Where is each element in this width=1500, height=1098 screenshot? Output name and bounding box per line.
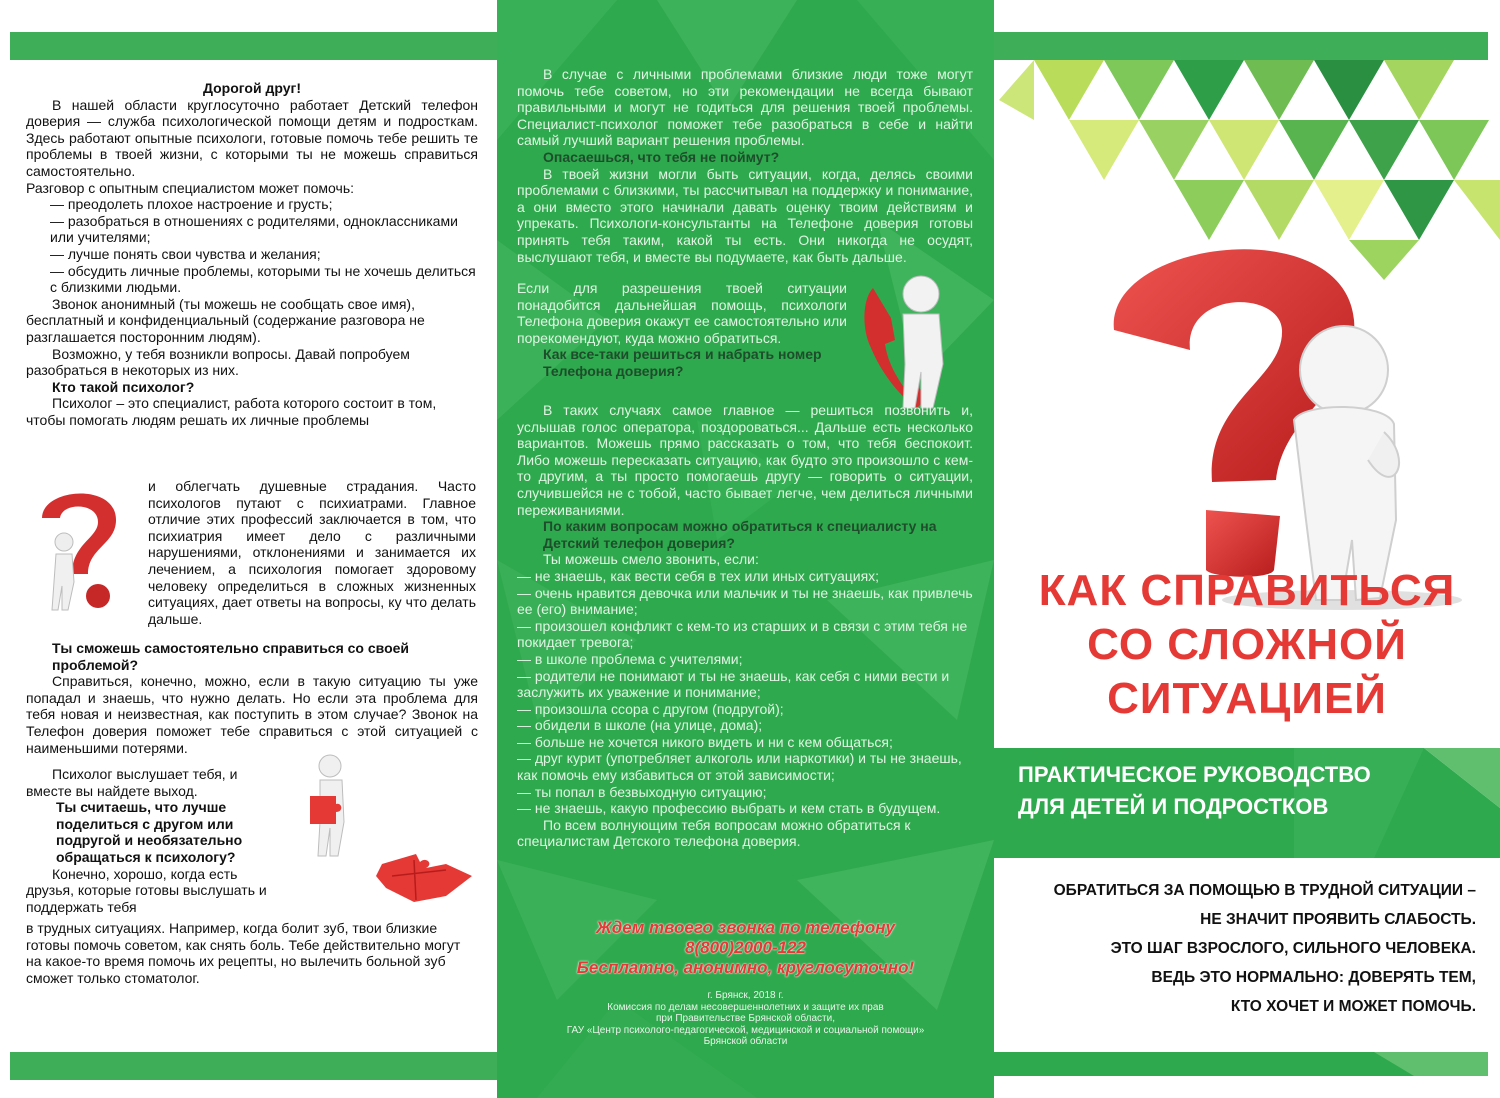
slogan-line: КТО ХОЧЕТ И МОЖЕТ ПОМОЧЬ.: [1230, 998, 1476, 1015]
questions-paragraph: Возможно, у тебя возникли вопросы. Давай попробуем разобраться в некоторых из них.: [26, 345, 410, 379]
slogan-line: ВЕДЬ ЭТО НОРМАЛЬНО: ДОВЕРЯТЬ ТЕМ,: [1151, 969, 1476, 986]
slogan-line: ЭТО ШАГ ВЗРОСЛОГО, СИЛЬНОГО ЧЕЛОВЕКА.: [1110, 940, 1476, 957]
call-line-1: Ждем твоего звонка по телефону: [596, 918, 895, 937]
mid-paragraph-1: В случае с личными проблемами близкие люди тоже могут помочь тебе советом, но эти рекомендации не всегда бывают правильными и могут не годиться для решения твоей проблемы. Специалист-психолог поможет тебе разобраться в себе и найти самый лучший вариант решения проблемы.: [517, 66, 973, 149]
middle-text-top: [517, 66, 973, 265]
subtitle-line-2: ДЛЯ ДЕТЕЙ И ПОДРОСТКОВ: [1018, 794, 1329, 819]
mid-list-item: — не знаешь, какую профессию выбрать и кем стать в будущем.: [517, 800, 941, 817]
talk-item: — обсудить личные проблемы, которыми ты не хочешь делиться с близкими людьми.: [50, 262, 476, 296]
footer-line: ГАУ «Центр психолого-педагогической, медицинской и социальной помощи»: [566, 1024, 925, 1036]
mid-list-item: — произошла ссора с другом (подругой);: [517, 700, 784, 717]
q1-heading: Кто такой психолог?: [52, 378, 195, 395]
slogan-line: ОБРАТИТЬСЯ ЗА ПОМОЩЬЮ В ТРУДНОЙ СИТУАЦИИ –: [1053, 882, 1476, 899]
phone-number[interactable]: 8(800)2000-122: [685, 938, 806, 957]
q3-text-b: в трудных ситуациях. Например, когда болит зуб, твои близкие готовы помочь советом, как снять боль. Тебе действительно могут на какое-то время помочь их рецепты, но вылечить больной зуб сможет только стоматолог.: [26, 920, 461, 986]
mid-list-item: — ты попал в безвыходную ситуацию;: [517, 783, 767, 800]
title-line-2: СО СЛОЖНОЙ: [1087, 620, 1407, 669]
left-panel: [0, 0, 497, 1098]
green-strip-top: [10, 32, 497, 60]
q2-text-b: Психолог выслушает тебя, и вместе вы найдете выход.: [26, 766, 238, 799]
middle-wrap-block: [517, 280, 847, 380]
mid-paragraph-3: В таких случаях самое главное — решиться позвонить и, услышав голос оператора, поздороваться... Дальше есть несколько вариантов. Можешь прямо рассказать о том, что тебя беспокоит. Либо можешь пересказать ситуацию, как будто это произошло с кем-то другим, а ты просто помогаешь другу — говорить о ситуации, случившейся не с тобой, часто бывает легче, чем делиться личными переживаниями.: [517, 402, 973, 518]
green-strip-top: [994, 32, 1488, 60]
mid-paragraph-2: В твоей жизни могли быть ситуации, когда, делясь своими проблемами с близкими, ты рассчитывал на поддержку и понимание, а они вместо этого начинали давать оценку твоим действиям и упрекать. Психологи-консультанты на Телефоне доверия готовы принять тебя таким, какой ты есть. Они никогда не осудят, выслушают тебя, и вместе вы подумаете, как быть дальше.: [517, 165, 973, 265]
call-line-2: Бесплатно, анонимно, круглосуточно!: [576, 958, 915, 977]
subtitle-line-1: ПРАКТИЧЕСКОЕ РУКОВОДСТВО: [1018, 762, 1371, 787]
mid-list-item: — родители не понимают и ты не знаешь, как себя с ними вести и заслужить их уважение и понимание;: [517, 667, 950, 701]
phone-figure-icon: [859, 268, 969, 418]
q1-text-b: и облегчать душевные страдания. Часто психологов путают с психиатрами. Главное отличие этих профессий заключается в том, что психиатрия имеет дело с различными нарушениями, отклонениями и занимается их лечением, а психология помогает здоровому человеку определиться в сложных жизненных ситуациях, дает ответы на вопросы, ку что делать дальше.: [148, 478, 476, 627]
footer-block: [557, 990, 934, 1048]
mid-list-item: — очень нравится девочка или мальчик и ты не знаешь, как привлечь ее (его) внимание;: [517, 584, 973, 618]
mid-list-item: — не знаешь, как вести себя в тех или иных ситуациях;: [517, 567, 880, 584]
question-mark-figure-icon: [28, 478, 140, 618]
mid-list-item: — друг курит (употребляет алкоголь или наркотики) и ты не знаешь, как помочь ему избавиться от этой зависимости;: [517, 750, 962, 784]
q3-heading: Ты считаешь, что лучше поделиться с другом или подругой и необязательно обращаться к психологу?: [56, 799, 243, 865]
mid-heading-2: Опасаешься, что тебя не поймут?: [543, 148, 780, 165]
anon-paragraph: Звонок анонимный (ты можешь не сообщать свое имя), бесплатный и конфиденциальный (содержание разговора не разглашается посторонним людям).: [26, 295, 425, 345]
mid-paragraph-5: По всем волнующим тебя вопросам можно обратиться к специалистам Детского телефона доверия.: [517, 816, 911, 850]
left-wrap-block: [26, 766, 281, 915]
footer-city: г. Брянск, 2018 г.: [707, 990, 784, 1001]
q1-text-a: Психолог – это специалист, работа которого состоит в том, чтобы помогать людям решать их личные проблемы: [26, 395, 437, 428]
intro-paragraph: В нашей области круглосуточно работает Детский телефон доверия — служба психологической помощи детям и подросткам. Здесь работают опытные психологи, готовые помочь тебе решить те проблемы в твоей жизни, с которыми ты не можешь справиться самостоятельно.: [26, 96, 478, 179]
slogan-line: НЕ ЗНАЧИТ ПРОЯВИТЬ СЛАБОСТЬ.: [1200, 911, 1476, 928]
mid-heading-3: Как все-таки решиться и набрать номер Телефона доверия?: [543, 346, 822, 379]
footer-line: при Правительстве Брянской области,: [656, 1013, 835, 1024]
footer-line: Брянской области: [703, 1036, 788, 1047]
mid-paragraph-2b: Если для разрешения твоей ситуации понадобится дальнейшая помощь, психологи Телефона доверия окажут ее самостоятельно или порекомендуют, куда можно обратиться.: [517, 280, 847, 346]
talk-item: — лучше понять свои чувства и желания;: [50, 245, 321, 262]
middle-panel: [497, 0, 994, 1098]
talk-item: — преодолеть плохое настроение и грусть;: [50, 196, 333, 213]
title-line-1: КАК СПРАВИТЬСЯ: [1038, 566, 1456, 615]
talk-item: — разобраться в отношениях с родителями, одноклассниками или учителями;: [50, 212, 458, 246]
talk-lead: Разговор с опытным специалистом может помочь:: [26, 179, 355, 196]
mid-paragraph-4-lead: Ты можешь смело звонить, если:: [543, 551, 759, 568]
mid-list-item: — произошел конфликт с кем-то из старших и в связи с этим тебя не покидает тревога;: [517, 617, 968, 651]
q2-heading: Ты сможешь самостоятельно справиться со своей проблемой?: [52, 640, 410, 673]
title-line-3: СИТУАЦИЕЙ: [1107, 674, 1387, 723]
puzzle-figure-icon: [296, 752, 482, 912]
q2-text: Справиться, конечно, можно, если в такую ситуацию ты уже попадал и знаешь, что нужно делать. Но если эта проблема для тебя новая и неизвестная, как поступить в этом случае? Звонок на Телефон доверия поможет тебе справиться с этой ситуацией с наименьшими потерями.: [26, 673, 478, 756]
mid-list-item: — в школе проблема с учителями;: [517, 650, 743, 667]
bottom-strip: [994, 1046, 1500, 1076]
q3-text-a: Конечно, хорошо, когда есть друзья, которые готовы выслушать и поддержать тебя: [26, 865, 267, 915]
green-strip-bottom: [10, 1052, 497, 1080]
mid-list-item: — больше не хочется никого видеть и ни с кем общаться;: [517, 733, 893, 750]
middle-text-bottom: [517, 402, 973, 850]
slogan-block: [1054, 876, 1476, 1021]
mid-heading-4: По каким вопросам можно обратиться к специалисту на Детский телефон доверия?: [543, 518, 937, 551]
mid-list-item: — обидели в школе (на улице, дома);: [517, 717, 763, 734]
left-text-top: [26, 80, 478, 428]
greeting: Дорогой друг!: [202, 80, 302, 96]
left-text-mid: [26, 640, 478, 756]
call-block: [537, 918, 954, 978]
footer-line: Комиссия по делам несовершеннолетних и защите их прав: [607, 1001, 884, 1013]
right-panel: [994, 0, 1500, 1098]
